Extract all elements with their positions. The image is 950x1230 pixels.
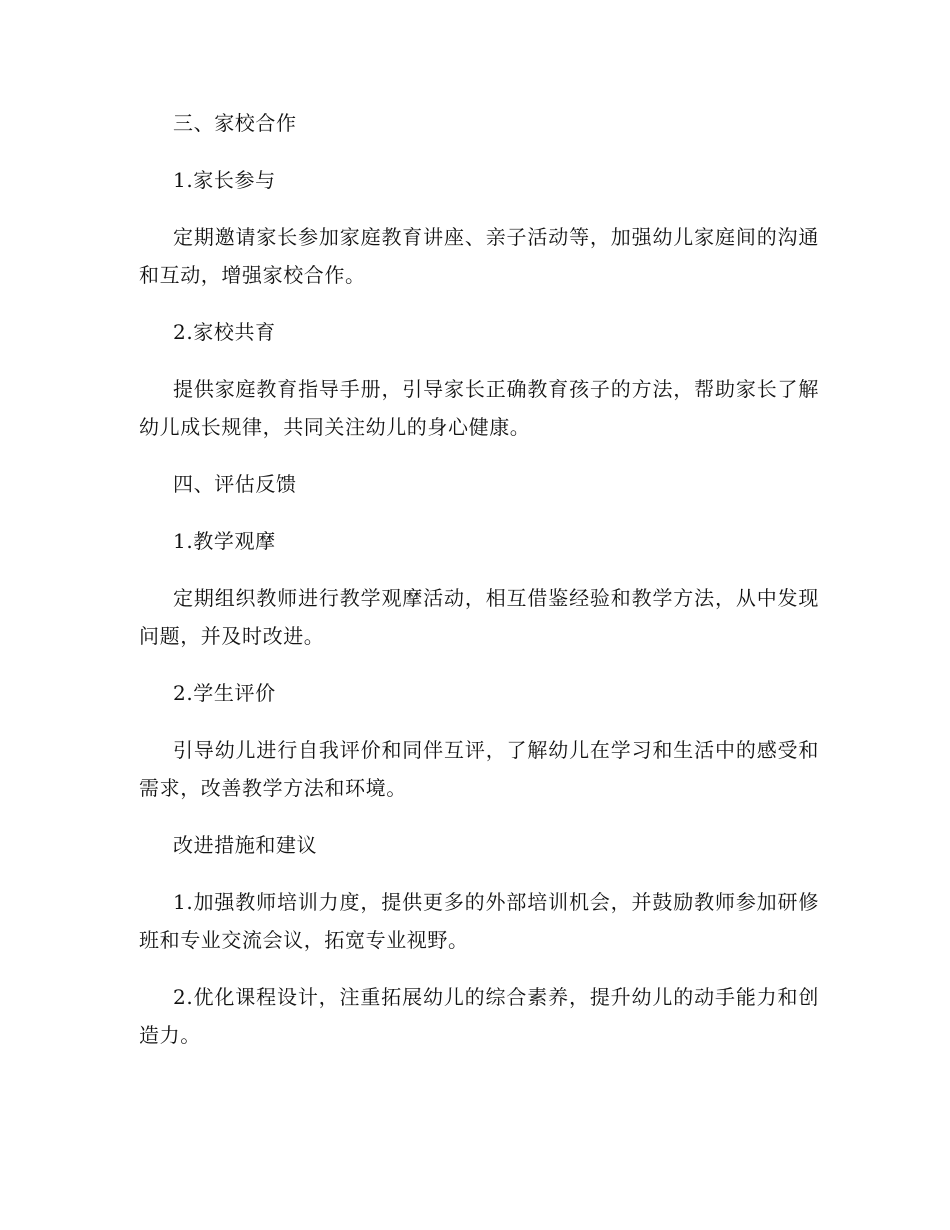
- paragraph-parent-participation: 定期邀请家长参加家庭教育讲座、亲子活动等，加强幼儿家庭间的沟通和互动，增强家校合作。: [139, 225, 819, 287]
- section-heading-improvements: 改进措施和建议: [173, 833, 318, 857]
- paragraph-co-education: 提供家庭教育指导手册，引导家长正确教育孩子的方法，帮助家长了解幼儿成长规律，共同关注幼儿的身心健康。: [139, 377, 819, 439]
- subheading-teaching-observation: 1.教学观摩: [173, 529, 276, 553]
- subheading-parent-participation: 1.家长参与: [173, 168, 276, 192]
- section-heading-evaluation: 四、评估反馈: [173, 472, 297, 496]
- improvement-item-1: 1.加强教师培训力度，提供更多的外部培训机会，并鼓励教师参加研修班和专业交流会议，拓宽专业视野。: [139, 890, 819, 952]
- improvement-item-2: 2.优化课程设计，注重拓展幼儿的综合素养，提升幼儿的动手能力和创造力。: [139, 985, 819, 1047]
- subheading-student-evaluation: 2.学生评价: [173, 681, 276, 705]
- document-body: [139, 104, 819, 1054]
- paragraph-teaching-observation: 定期组织教师进行教学观摩活动，相互借鉴经验和教学方法，从中发现问题，并及时改进。: [139, 586, 819, 648]
- subheading-co-education: 2.家校共育: [173, 320, 276, 344]
- paragraph-student-evaluation: 引导幼儿进行自我评价和同伴互评，了解幼儿在学习和生活中的感受和需求，改善教学方法和环境。: [139, 738, 819, 800]
- section-heading-home-school: 三、家校合作: [173, 111, 297, 135]
